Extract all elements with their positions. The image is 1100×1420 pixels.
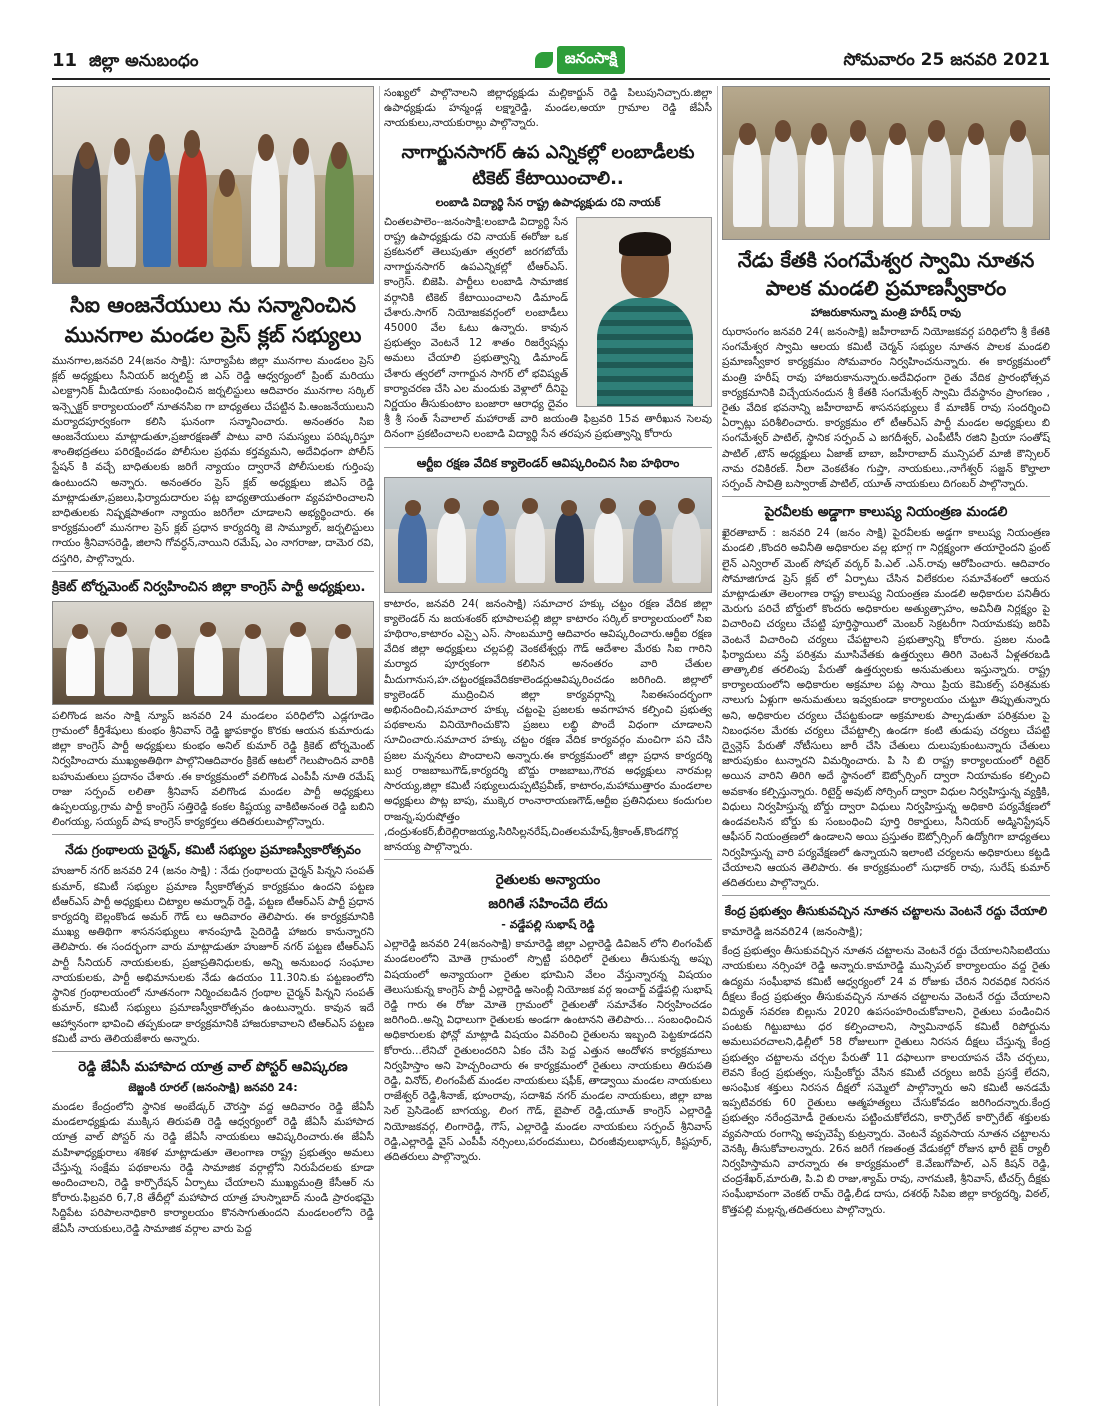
dateline: కామారెడ్డి జనవరి24 (జనంసాక్షి);	[722, 925, 863, 939]
byline: - వడ్డేపల్లి సుభాష్ రెడ్డి	[501, 918, 595, 932]
photo-ci-felicitation	[52, 86, 374, 284]
leaf-icon	[535, 52, 553, 68]
issue-date: సోమవారం 25 జనవరి 2021	[843, 50, 1050, 70]
byline: లంబాడి విద్యార్థి సేన రాష్ట్ర ఉపాధ్యక్షుడు రవి నాయక్	[435, 195, 661, 209]
article-body: ఝరాసంగం జనవరి 24( జనంసాక్షి) జహీరాబాద్ నియోజకవర్గ పరిధిలోని శ్రీ కేతకి సంగమేశ్వర స్వామి ఆలయ కమిటీ చెర్మన్ సభ్యుల నూతన పాలక మండలి ప్రమాణస్వీకార కార్యక్రమం సోమవారం నిర్వహించనున్నారు. ఈ కార్యక్రమంలో మంత్రి హరీష్ రావు హాజరుకానున్నారు.అదేవిధంగా రైతు వేదిక ప్రారంభోత్సవ కార్యక్రమానికి విచ్చేయనందున శ్రీ కేతకి సంగమేశ్వర్ స్వామి దేవస్థానం ప్రాంగణం , రైతు వేదిక భవనాన్ని జహీరాబాద్ శాసనసభ్యులు కే మాణిక్ రావు సందర్శించి ఏర్పాట్లు పరిశీలించారు. కార్యక్రమం లో టీఆర్ఎస్ పార్టీ మండల అధ్యక్షులు బి సంగమేశ్వర్ పాటిల్, స్థానిక సర్పంచ్ ఎ జగదీశ్వర్, ఎంపీటీసీ రజిని ప్రియా సంతోష్ పాటిల్ ,టౌన్ అధ్యక్షులు ఏజాజ్ బాబా, జహీరాబాద్ మున్సిపల్ మాజీ కౌన్సిలర్ నామ రవికిరణ్. నీలా వెంకటేశం గుప్తా, నాయకులు.,నాగేశ్వర్ సజ్జన్ కొల్హాలా సర్పంచ్ సావిత్రి బస్వారాజ్ పాటిల్, యూత్ నాయకులు దిగంబర్ పాల్గొన్నారు.	[722, 326, 1050, 491]
article-body: చింతలపాలెం--జనంసాక్షి:లంబాడి విద్యార్థి సేన రాష్ట్ర ఉపాధ్యక్షుడు రవి నాయక్ ఈరోజు ఒక ప్రకటనలో తెలుపుతూ త్వరలో జరగబోయే నాగార్జునసాగర్ ఉపఎన్నికల్లో టీఆర్ఎస్. కాంగ్రెస్. బిజెపి. పార్టీలు లంబాడి సామాజిక వర్గానికి టికెట్ కేటాయించాలని డిమాండ్ చేశారు.సాగర్ నియోజకవర్గంలో లంబాడీలు 45000 వేల ఓటు ఉన్నారు. కావున ప్రభుత్వం వెంటనే 12 శాతం రిజర్వేషన్లు అమలు చేయాలి ప్రభుత్వాన్ని డిమాండ్ చేశారు త్వరలో నాగార్జున సాగర్ లో భవిష్యత్ కార్యాచరణ చేసి ఎల మందుకు వెళ్లాలో దీనిపై నిర్ణయం తీసుకుంటాం బంజారా ఆరాధ్య దైవం శ్రీ శ్రీ సంత్ సేవాలాల్ మహారాజ్ వారి జయంతి ఫిబ్రవరి 15వ తారీఖున సెలవు దినంగా ప్రకటించాలని లంబాడి విద్యార్థి సేన తరపున ప్రభుత్వాన్ని కోరారు	[384, 215, 712, 441]
headline: రెడ్డి జేఏసీ మహాపాద యాత్ర వాల్ పోస్టర్ ఆవిష్కరణ	[78, 1058, 348, 1075]
column-divider	[379, 86, 380, 1406]
section-name: జిల్లా అనుబంధం	[88, 51, 199, 71]
column-1	[52, 86, 374, 1237]
subheadline: హాజరుకానున్నా మంత్రి హరీష్ రావు	[811, 306, 961, 319]
article	[384, 215, 712, 443]
headline: క్రికెట్ టోర్నమెంట్ నిర్వహించిన జిల్లా కాంగ్రెస్ పార్టీ అధ్యక్షులు.	[52, 578, 366, 595]
photo-calendar-launch	[384, 477, 712, 593]
article-body: మండల కేంద్రంలోని స్థానిక అంబేడ్కర్ చౌరస్తా వద్ద ఆదివారం రెడ్డి జేఏసీ మండలాధ్యక్షుడు ముక్కిస తిరుపతి రెడ్డి ఆధ్వర్యంలో రెడ్డి జేఏసీ మహాపాద యాత్ర వాల్ పోస్టర్ ను రెడ్డి జేఏసీ నాయకులు ఆవిష్కరించారు.ఈ జేఏసీ మహిళాధ్యక్షురాలు శశికళ మాట్లాడుతూ తెలంగాణ రాష్ట్ర ప్రభుత్వం అమలు చేస్తున్న సంక్షేమ పథకాలను రెడ్డి సామాజిక వర్గాల్లోని నిరుపేదలకు కూడా అందించాలని, రెడ్డి కార్పొరేషన్ ఏర్పాటు చేయాలని ముఖ్యమంత్రి కేసీఆర్ ను కోరారు.ఫిబ్రవరి 6,7,8 తేదీల్లో మహాపాద యాత్ర హుస్నాబాద్ నుండి ప్రారంభమై సిద్దిపేట పరిపాలనాధికారి కార్యాలయం కొనసాగుతుందని మండలంలోని రెడ్డి జేఏసీ నాయకులు,రెడ్డి సామాజిక వర్గాల వారు పెద్ద	[52, 1100, 374, 1235]
article-body: ఖైరతాబాద్ : జనవరి 24 (జనం సాక్షి) పైరవీలకు అడ్డగా కాలుష్య నియంత్రణ మండలి ,కొందరి అవినీతి అధికారుల వల్ల భూగ్గ గా నిర్లక్ష్యంగా తయారైందని ఫ్రంట్ లైన్ ఎన్విరాల్ మెంట్ సోషల్ వర్కర్ పి.ఎల్ .ఎన్.రావు ఆరోపించారు. ఆదివారం సోమాజిగూడ ప్రెస్ క్లబ్ లో ఏర్పాటు చేసిన విలేకరుల సమావేశంలో ఆయన మాట్లాడుతూ తెలంగాణ రాష్ట్ర కాలుష్య నియంత్రణ మండలి అధికారుల పనితీరు మెరుగు పరిచే బోర్డులో కొందరు అధికారుల అత్యుత్సాహం, అవినీతి నిర్లక్ష్యం పై విచారించి చర్యలు చేపట్టి పూర్తిస్థాయిలో మెంబర్ సెక్రటరీగా నియామకపు జరిపి వెంటనే విచారించి చర్యలు చేపట్టాలని ప్రభుత్వాన్ని కోరారు. ప్రజల నుండి ఫిర్యాదులు వస్తే పరిశ్రమ మూసివేతకు ఉత్తర్వులు తిరిగి వెంటనే ఏళ్లతరబడి తాత్కాలిక తరలింపు పేరుతో ఉత్తర్వులకు అనుమతులు ఇస్తున్నారు. రాష్ట్ర కార్యాలయంలోని అధికారుల అక్రమాల పట్ల సాయి ప్రియ కెమికల్స్ పరిశ్రమకు నాలుగు ఏళ్లుగా అనుమతులు ఇవ్వకుండా కార్యాలయం చుట్టూ తిప్పుతున్నారు అని, అధికారుల చర్యలు చేపట్టకుండా అక్రమాలకు పాల్పడుతూ పరిశ్రమల పై నిబంధనల మేరకు చర్యలు చేపట్టాల్సి ఉండగా కంటి తుడుపు చర్యలు చేపట్టి ద్వైన్లెస్ పేరుతో నోటీసులు జారీ చేసి చేతులు దులుపుకుంటున్నారు చేతులు జారుపుకుం టున్నారని విమర్శించారు. పి సి బి రాష్ట్ర కార్యాలయంలో రిటైర్ అయిన వారిని తిరిగి అదే స్థానంలో ఔట్సోర్సింగ్ ద్వారా నియామకం కల్పించి అవకాశం కల్పిస్తున్నారు. రిటైర్డ్ అవుట్ సోర్సింగ్ ద్వారా విధుల నిర్వహిస్తున్న వ్యక్తికి, విధులు నిర్వహిస్తున్న బోర్డు ద్వారా విధులు నిర్వహిస్తున్న అధికారి పర్యవేక్షణలో ఉండవలసిన బోర్డు కు సంబంధించి పూర్తి రికార్డులు, సీనియర్ అడ్మినిస్ట్రేషన్ ఆఫీసర్ నియంత్రణలో ఉండాలని అయి ప్రస్తుతం ఔట్సోర్సింగ్ ఉద్యోగిగా బాధ్యతలు నిర్వహిస్తున్న వారి పర్యవేక్షణలో ఉన్నాయని ఇలాంటి చర్యలను అధికారులు కట్టడి చేయాలని ఆయన తెలిపారు. ఈ కార్యక్రమంలో సుధాకర్ రావు, సురేష్ కుమార్ తదితరులు పాల్గొన్నారు.	[722, 527, 1050, 889]
headline: రైతులకు అన్యాయం	[495, 872, 601, 889]
headline: ఆర్టీఐ రక్షణ వేదిక క్యాలెండర్ ఆవిష్కరించిన సిఐ హథిరాం	[416, 455, 680, 470]
headline: నాగార్జునసాగర్ ఉప ఎన్నికల్లో లంబాడీలకు టికెట్ కేటాయించాలి..	[401, 141, 695, 189]
masthead	[52, 48, 1050, 80]
photo-cricket-prize	[52, 601, 374, 705]
column-2	[384, 86, 712, 1165]
article-body: కేంద్ర ప్రభుత్వం తీసుకువచ్చిన నూతన చట్టాలను వెంటనే రద్దు చేయాలనిసిఐటియు నాయకులు నర్సింహా రెడ్డి అన్నారు.కామారెడ్డి మున్సిపల్ కార్యాలయం వద్ద రైతు ఉద్యమ సంఘీభావ కమిటీ ఆధ్వర్యంలో 24 వ రోజుకు చేరిన నిరవధిక నిరసన దీక్షలు కేంద్ర ప్రభుత్వం తీసుకువచ్చిన నూతన చట్టాలను వెంటనే రద్దు చేయాలని విద్యుత్ సవరణ బిల్లును 2020 ఉపసంహరించుకోవాలని, రైతులు పండించిన పంటకు గిట్టుబాటు ధర కల్పించాలని, స్వామినాథన్ కమిటీ రిపోర్టును అమలుపరచాలని,ఢిల్లీలో 58 రోజులుగా రైతులు నిరసన దీక్షలు చేస్తున్న కేంద్ర ప్రభుత్వం చట్టాలను చర్చల పేరుతో 11 దఫాలుగా కాలయాపన చేసి చర్చలు, లెవని కేంద్ర ప్రభుత్వం, సుప్రీంకోర్టు వేసిన కమిటీ చర్యలు జరిపే ప్రసక్తే లేదని, అసంఘిక శక్తులు నిరసన దీక్షలో సమ్మెలో పాల్గొన్నారు అని కమిటీ అనడమే ఇప్పటివరకు 60 రైతులు ఆత్మహత్యలు చేసుకోవడం జరిగిందన్నారు.కేంద్ర ప్రభుత్వం నరేంద్రమోడీ రైతులను పట్టించుకోలేదని, కార్పొరేట్ కార్పొరేట్ శక్తులకు వ్యవసాయ రంగాన్ని అప్పచెప్పే కుట్రన్నారు. వెంటనే వ్యవసాయ నూతన చట్టాలను వెనక్కి తీసుకోవాలన్నారు. 26న జరిగే గణతంత్ర వేడుకల్లో రోజున భారీ బైక్ ర్యాలీ నిర్వహిస్తామని వారన్నారు ఈ కార్యక్రమంలో కె.వేణుగోపాల్, ఎన్ కిషన్ రెడ్డి, చంద్రశేఖర్,మారుతి, పి.వి బి రాజు,శ్యామ్ రావు, నాగమణి, శ్రీనివాస్, టీచర్స్ దీక్షకు సంఘీభావంగా వెంకట్ రామ్ రెడ్డి,లీడ దాసు, దశరథ్ సిపిఐ జిల్లా కార్యదర్శి, విఠల్, కొత్తపల్లి మల్లన్న,తదితరులు పాల్గొన్నారు.	[722, 945, 1050, 1216]
article-body: హుజూర్ నగర్ జనవరి 24 (జనం సాక్షి) : నేడు గ్రంథాలయ చైర్మన్ పిన్నని సంపత్ కుమార్, కమిటీ సభ్యుల ప్రమాణ స్వీకారోత్సవ కార్యక్రమం ఉందని పట్టణ టీఆర్ఎస్ పార్టీ అధ్యక్షులు చిట్యాల అమర్నాథ్ రెడ్డి, పట్టణ టీఆర్ఎస్ పార్టీ ప్రధాన కార్యదర్శి బెల్లంకొండ అమర్ గౌడ్ లు ఆదివారం తెలిపారు. ఈ కార్యక్రమానికి ముఖ్య అతిథిగా శాసనసభ్యులు శానంపూడి సైదిరెడ్డి హాజరు కానున్నారని తెలిపారు. ఈ సందర్భంగా వారు మాట్లాడుతూ హుజూర్ నగర్ పట్టణ టీఆర్ఎస్ పార్టీ సీనియర్ నాయకులకు, ప్రజాప్రతినిధులకు, అన్ని అనుబంధ సంఘాల నాయకులకు, పార్టీ అభిమానులకు నేడు ఉదయం 11.30ని.కు పట్టణంలోని స్థానిక గ్రంథాలయంలో నూతనంగా నిర్మించబడిన గ్రంథాల చైర్మన్ పిన్నని సంపత్ కుమార్, కమిటీ సభ్యులు ప్రమాణస్వీకారోత్సవం ఉంటున్నారు. కావున ఇదే ఆహ్వానంగా భావించి తప్పకుండా కార్యక్రమానికి హాజరుకావాలని టిఆర్ఎస్ పట్టణ కమిటీ వారు తెలియజేశారు అన్నారు.	[52, 865, 374, 1045]
page-label	[52, 50, 199, 75]
article-body: ఎల్లారెడ్డి జనవరి 24(జనంసాక్షి) కామారెడ్డి జిల్లా ఎల్లారెడ్డి డివిజన్ లోని లింగంపేట్ మండలంలోని మోతె గ్రామంలో స్పొట్టి పరిధిలో రైతులు తీసుకున్న అప్పు విషయంలో అన్యాయంగా రైతుల భూమిని వేలం వేస్తున్నారన్న విషయం తెలుసుకున్న కాంగ్రెస్ పార్టీ ఎల్లారెడ్డి అసెంబ్లీ నియోజక వర్గ ఇంచార్జ్ వడ్డేపల్లి సుభాష్ రెడ్డి గారు ఈ రోజు మోతె గ్రామంలో రైతులతో సమావేశం నిర్వహించడం జరిగింది..అన్ని విధాలుగా రైతులకు అండగా ఉంటానని తెలిపారు... సంబంధించిన అధికారులకు ఫోన్లో మాట్లాడి విషయం వివరించి రైతులను ఇబ్బంది పెట్టకూడదని కోరారు...లేనిచో రైతులందరిని ఏకం చేసి పెద్ద ఎత్తున ఆందోళన కార్యక్రమాలు నిర్వహిస్తాం అని హెచ్చరించారు ఈ కార్యక్రమంలో రైతులు నాయకులు తిరుపతి రెడ్డి, వినోద్, లింగంపేట్ మండల నాయకులు షఫీక్, తాడ్వాయి మండల నాయకులు రాజేశ్వర్ రెడ్డి,శీనాజ్, భూంరావు, సదాశివ నగర్ మండల నాయకులు, జిల్లా బాజ సెల్ ప్రెసిడెంట్ బాగయ్య, లింగ గౌడ్, బైపాల్ రెడ్డి,యూత్ కాంగ్రెస్ ఎల్లారెడ్డి నియోజకవర్గ, లింగారెడ్డి, గౌస్, ఎల్లారెడ్డి మండల నాయకులు సర్పంచ్ శ్రీనివాస్ రెడ్డి,ఎల్లారెడ్డి వైస్ ఎంపీపీ నర్సింలు,పరందములు, చిరంజీవులుభాస్కర్, కిష్టపూర్, తదితరులు పాల్గొన్నారు.	[384, 938, 712, 1163]
paper-logo	[500, 46, 660, 74]
headline: నేడు కేతకి సంగమేశ్వర స్వామి నూతన పాలక మండలి ప్రమాణస్వీకారం	[737, 248, 1035, 300]
column-divider	[717, 86, 718, 1406]
article-body: మునగాల,జనవరి 24(జనం సాక్షి): సూర్యాపేట జిల్లా మునగాల మండలం ప్రెస్ క్లబ్ అధ్యక్షులు సీనియర్ జర్నలిస్ట్ జి ఎస్ రెడ్డి ఆధ్వర్యంలో ప్రింట్ మరియు ఎలక్ట్రానిక్ మీడియాకు సంబంధించిన జర్నలిస్టులు ఆదివారం మునగాల సర్కిల్ ఇన్స్పెక్టర్ కార్యాలయంలో నూతనసిఐ గా బాధ్యతలు చేపట్టిన పి.ఆంజనేయులుని మర్యాదపూర్వకంగా కలిసి ఘనంగా సన్మానించారు. అనంతరం సిఐ ఆంజనేయులు మాట్లాడుతూ,ప్రజారక్షణతో పాటు వారి సమస్యలు పరిష్కరిస్తూ శాంతిభద్రతలు పరిరక్షించడం పోలీసుల ప్రథమ కర్తవ్యమని, అదేవిధంగా పోలీస్ స్టేషన్ కి వచ్చే బాధితులకు జరిగే న్యాయం ద్వారానే పోలీసులకు గుర్తింపు ఉంటుందని అన్నారు. అనంతరం ప్రెస్ క్లబ్ అధ్యక్షులు జిఎస్ రెడ్డి మాట్లాడుతూ,ప్రజలు,ఫిర్యాదుదారుల పట్ల బాధ్యతాయుతంగా వ్యవహరించాలని బాధితులకు నిష్పక్షపాతంగా న్యాయం జరిగేలా చూడాలని అభ్యర్థించారు. ఈ కార్యక్రమంలో మునగాల ప్రెస్ క్లబ్ ప్రధాన కార్యదర్శి జె సామ్యూల్, జర్నలిస్టులు గాయం శ్రీనివాసరెడ్డి, జిలాని గోవర్ధన్,నాయిని రమేష్, ఎం నాగరాజు, దామెర రవి, దస్తగిరి, పాల్గొన్నారు.	[52, 355, 374, 565]
headline: కేంద్ర ప్రభుత్వం తీసుకువచ్చిన నూతన చట్టాలను వెంటనే రద్దు చేయాలి	[724, 904, 1048, 919]
dateline: జెజ్జంకి రూరల్ (జనంసాక్షి) జనవరి 24:	[128, 1080, 298, 1094]
headline: నేడు గ్రంథాలయ చైర్మన్, కమిటీ సభ్యుల ప్రమాణస్వీకారోత్సవం	[65, 842, 361, 858]
page-number: 11	[52, 50, 78, 71]
photo-temple-visit	[722, 86, 1050, 240]
article-body: పలిగొండ జనం సాక్షి న్యూస్ జనవరి 24 మండలం పరిధిలోని ఎడ్లగూడెం గ్రామంలో కీర్తిశేషులు కుంభం శ్రీనివాస్ రెడ్డి జ్ఞాపకార్థం కొరకు ఆయన కుమారుడు జిల్లా కాంగ్రెస్ పార్టీ అధ్యక్షులు కుంభం అనిల్ కుమార్ రెడ్డి క్రికెట్ టోర్నమెంట్ నిర్వహించారు ముఖ్యఅతిథిగా పాల్గొనిఆదివారం క్రికెట్ ఆటలో గెలుపొందిన వారికి బహుమతులు ప్రదానం చేశారు .ఈ కార్యక్రమంలో వలిగొండ ఎంపీపీ నూతి రమేష్ రాజు సర్పంచ్ లలితా శ్రీనివాస్ వలిగొండ మండల పార్టీ అధ్యక్షులు ఉప్పలయ్య,గ్రామ పార్టీ కాంగ్రెస్ సత్తిరెడ్డి కంకల కిష్టయ్య వాకిటిఅనంత రెడ్డి బబిని లింగయ్య, సయ్యద్ పాష కాంగ్రెస్ కార్యకర్తలు తదితరులుపాల్గొన్నారు.	[52, 709, 374, 829]
paper-name: జనంసాక్షి	[557, 46, 625, 74]
column-3	[722, 86, 1050, 1218]
headline: సిఐ ఆంజనేయులు ను సన్మానించిన మునగాల మండల ప్రెస్ క్లబ్ సభ్యులు	[64, 293, 362, 347]
photo-portrait	[576, 217, 712, 407]
headline: జరిగితే సహించేది లేదు	[488, 896, 608, 913]
article-body: సంఖ్యలో పాల్గొనాలని జిల్లాధ్యక్షుడు మల్లికార్జున్ రెడ్డి పిలుపునిచ్చారు.జిల్లా ఉపాధ్యక్షుడు హన్మండ్ల లక్ష్మారెడ్డి, మండల,అయా గ్రామాల రెడ్డి జేఏసీ నాయకులు,నాయకురాల్లు పాల్గొన్నారు.	[384, 87, 712, 130]
article-body: కాటారం, జనవరి 24( జనంసాక్షి) సమాచార హక్కు చట్టం రక్షణ వేదిక జిల్లా క్యాలెండర్ ను జయశంకర్ భూపాలపల్లి జిల్లా కాటారం సర్కిల్ కార్యాలయంలో సిఐ హథిరాం,కాటారం ఎస్సై ఎస్. సాంబమూర్తి ఆదివారం ఆవిష్కరించారు.ఆర్టీఐ రక్షణ వేదిక జిల్లా అధ్యక్షులు చల్లపల్లి వెంకటేశ్వర్లు గౌడ్ ఆదేశాల మేరకు సిఐ గారిని మర్యాద పూర్వకంగా కలిసిన అనంతరం వారి చేతుల మీదుగానుస,హ.చట్టంరక్షణవేదికకాలెండర్లుఆవిష్కరించడం జరిగింది. జిల్లాలో క్యాలెండర్ ముద్రించిన జిల్లా కార్యవర్గాన్ని సిఐఈసందర్భంగా అభినందించి,సమాచార హక్కు చట్టంపై ప్రజలకు అవగాహన కల్పించి ప్రభుత్వ పథకాలను వినియోగించుకొని ప్రజలు లబ్ధి పొందే విధంగా చూడాలని సూచించారు.సమాచార హక్కు చట్టం రక్షణ వేదిక కార్యవర్గం మంచిగా పని చేసి ప్రజల మన్ననలు పొందాలని అన్నారు.ఈ కార్యక్రమంలో జిల్లా ప్రధాన కార్యదర్శి బుర్ర రాజబాబుగౌడ్,కార్యదర్శి బొద్దు రాజబాబు,గౌరవ అధ్యక్షులు నారమల్ల సారయ్య,జిల్లా కమిటీ సభ్యులుదుప్పటిప్రవీణ్, కాటారం,మహాముత్తారం మండలాల అధ్యక్షులు పొట్ల బాపు, ముక్కెర రాంనారాయణగౌడ్,ఆర్టీఐ ప్రతినిధులు కందుగుల రాజన్న,పురుషోత్తం ,దంద్రుశంకర్,బీరెల్లిరాజయ్య,సిరిసిల్లనరేష్,చింతలమహేష్,శ్రీకాంత్,కొండగొర్ల జానయ్య పాల్గొన్నారు.	[384, 597, 712, 853]
headline: పైరవీలకు అడ్డాగా కాలుష్య నియంత్రణ మండలి	[764, 504, 1008, 521]
